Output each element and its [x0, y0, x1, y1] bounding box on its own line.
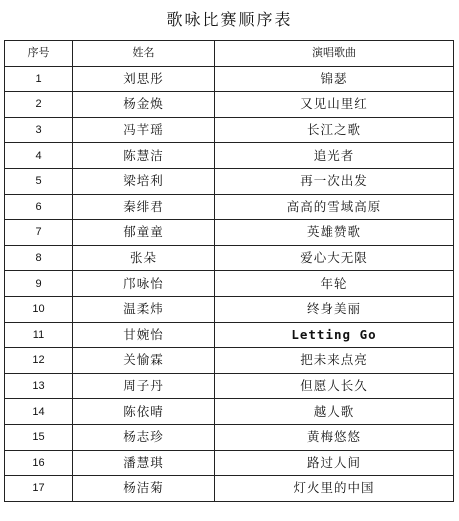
cell-name: 陈慧洁 — [73, 143, 215, 169]
cell-song: 长江之歌 — [215, 117, 454, 143]
cell-number: 9 — [5, 271, 73, 297]
cell-number: 12 — [5, 348, 73, 374]
cell-number: 14 — [5, 399, 73, 425]
cell-name: 邝咏怡 — [73, 271, 215, 297]
cell-song: 终身美丽 — [215, 296, 454, 322]
table-row — [5, 168, 454, 194]
cell-song: 年轮 — [215, 271, 454, 297]
cell-number: 1 — [5, 66, 73, 92]
table-row — [5, 194, 454, 220]
cell-song: 又见山里红 — [215, 92, 454, 118]
cell-name: 周子丹 — [73, 373, 215, 399]
cell-song: 再一次出发 — [215, 168, 454, 194]
cell-name: 潘慧琪 — [73, 450, 215, 476]
cell-number: 13 — [5, 373, 73, 399]
table-row — [5, 348, 454, 374]
header-number: 序号 — [5, 41, 73, 67]
cell-song: 但愿人长久 — [215, 373, 454, 399]
cell-name: 温柔炜 — [73, 296, 215, 322]
cell-song: 路过人间 — [215, 450, 454, 476]
cell-number: 16 — [5, 450, 73, 476]
cell-number: 3 — [5, 117, 73, 143]
cell-name: 关愉霖 — [73, 348, 215, 374]
cell-number: 7 — [5, 220, 73, 246]
cell-name: 杨志珍 — [73, 424, 215, 450]
table-row — [5, 220, 454, 246]
cell-number: 11 — [5, 322, 73, 348]
cell-number: 17 — [5, 476, 73, 502]
cell-song: 把未来点亮 — [215, 348, 454, 374]
cell-song: 爱心大无限 — [215, 245, 454, 271]
cell-name: 张朵 — [73, 245, 215, 271]
table-row — [5, 92, 454, 118]
table-header-row — [5, 41, 454, 67]
table-row — [5, 399, 454, 425]
cell-song: 追光者 — [215, 143, 454, 169]
table-row — [5, 424, 454, 450]
table-row — [5, 143, 454, 169]
table-row — [5, 476, 454, 502]
cell-name: 杨洁菊 — [73, 476, 215, 502]
cell-number: 2 — [5, 92, 73, 118]
cell-song: 锦瑟 — [215, 66, 454, 92]
header-song: 演唱歌曲 — [215, 41, 454, 67]
table-row — [5, 373, 454, 399]
table-row — [5, 271, 454, 297]
table-row — [5, 322, 454, 348]
table-body — [5, 66, 454, 501]
table-row — [5, 117, 454, 143]
document-title: 歌咏比赛顺序表 — [166, 10, 293, 29]
cell-number: 4 — [5, 143, 73, 169]
cell-song: 黄梅悠悠 — [215, 424, 454, 450]
cell-song: 高高的雪域高原 — [215, 194, 454, 220]
table-row — [5, 450, 454, 476]
cell-number: 5 — [5, 168, 73, 194]
table-row — [5, 66, 454, 92]
header-name: 姓名 — [73, 41, 215, 67]
table-row — [5, 245, 454, 271]
cell-name: 秦绯君 — [73, 194, 215, 220]
cell-name: 郁童童 — [73, 220, 215, 246]
cell-number: 6 — [5, 194, 73, 220]
cell-song: 灯火里的中国 — [215, 476, 454, 502]
cell-name: 梁培利 — [73, 168, 215, 194]
cell-number: 15 — [5, 424, 73, 450]
cell-song: 越人歌 — [215, 399, 454, 425]
cell-number: 8 — [5, 245, 73, 271]
cell-name: 冯芊瑶 — [73, 117, 215, 143]
cell-name: 杨金焕 — [73, 92, 215, 118]
cell-song: Letting Go — [215, 322, 454, 348]
performance-order-table — [4, 40, 454, 502]
cell-name: 甘婉怡 — [73, 322, 215, 348]
cell-song: 英雄赞歌 — [215, 220, 454, 246]
cell-name: 刘思彤 — [73, 66, 215, 92]
cell-name: 陈依晴 — [73, 399, 215, 425]
table-row — [5, 296, 454, 322]
cell-number: 10 — [5, 296, 73, 322]
